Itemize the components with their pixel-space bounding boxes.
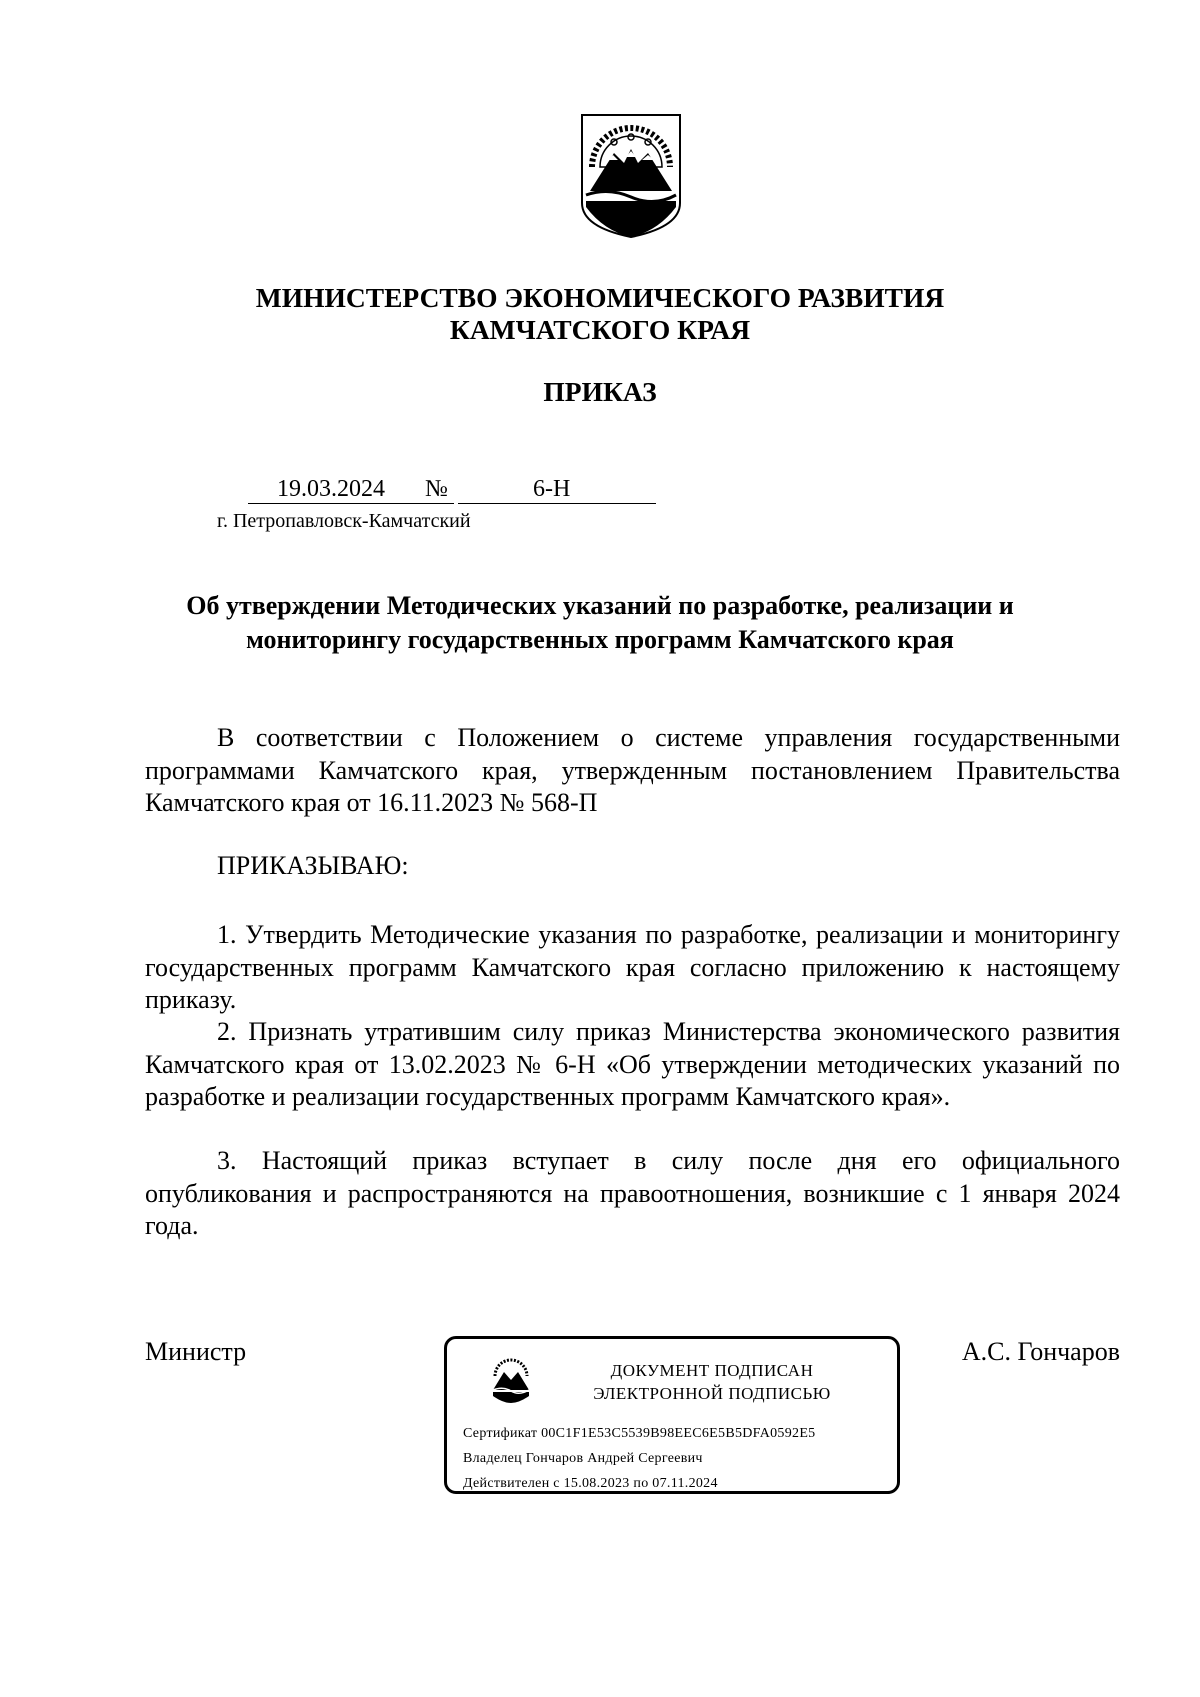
number-sign: №	[425, 476, 448, 502]
stamp-owner: Владелец Гончаров Андрей Сергеевич	[463, 1451, 703, 1466]
date-underline	[248, 503, 454, 504]
coat-of-arms-icon	[578, 111, 684, 239]
electronic-signature-stamp	[444, 1336, 900, 1494]
document-date: 19.03.2024	[277, 476, 385, 502]
stamp-title-line1: ДОКУМЕНТ ПОДПИСАН	[610, 1361, 814, 1380]
organization-name-line1: МИНИСТЕРСТВО ЭКОНОМИЧЕСКОГО РАЗВИТИЯ	[255, 282, 945, 313]
document-subject: Об утверждении Методических указаний по разработке, реализации и мониторингу государственных программ Камчатского края	[186, 591, 1014, 654]
stamp-certificate: Сертификат 00C1F1E53C5539B98EEC6E5B5DFA0592E5	[463, 1426, 816, 1441]
document-type-title: ПРИКАЗ	[543, 376, 657, 407]
stamp-validity: Действителен с 15.08.2023 по 07.11.2024	[463, 1476, 718, 1491]
organization-name-line2: КАМЧАТСКОГО КРАЯ	[449, 314, 751, 345]
preamble-paragraph: В соответствии с Положением о системе управления государственными программами Камчатского края, утвержденным постановлением Правительства Камчатского края от 16.11.2023 № 568-П	[145, 723, 1120, 817]
order-item-3: 3. Настоящий приказ вступает в силу после дня его официального опубликования и распространяются на правоотношения, возникшие с 1 января 2024 года.	[145, 1146, 1120, 1240]
number-underline	[458, 503, 656, 504]
signatory-position: Министр	[145, 1337, 247, 1366]
order-item-2: 2. Признать утратившим силу приказ Министерства экономического развития Камчатского края от 13.02.2023 № 6-Н «Об утверждении методических указаний по разработке и реализации государственных программ Камчатского края».	[145, 1017, 1120, 1111]
order-word: ПРИКАЗЫВАЮ:	[217, 851, 409, 880]
order-item-1: 1. Утвердить Методические указания по разработке, реализации и мониторингу государственных программ Камчатского края согласно приложению к настоящему приказу.	[145, 920, 1120, 1014]
stamp-title-line2: ЭЛЕКТРОННОЙ ПОДПИСЬЮ	[593, 1384, 831, 1403]
stamp-emblem-icon	[489, 1356, 533, 1404]
issue-city: г. Петропавловск-Камчатский	[217, 510, 471, 532]
document-number: 6-Н	[533, 476, 571, 502]
signatory-name: А.С. Гончаров	[961, 1337, 1120, 1366]
